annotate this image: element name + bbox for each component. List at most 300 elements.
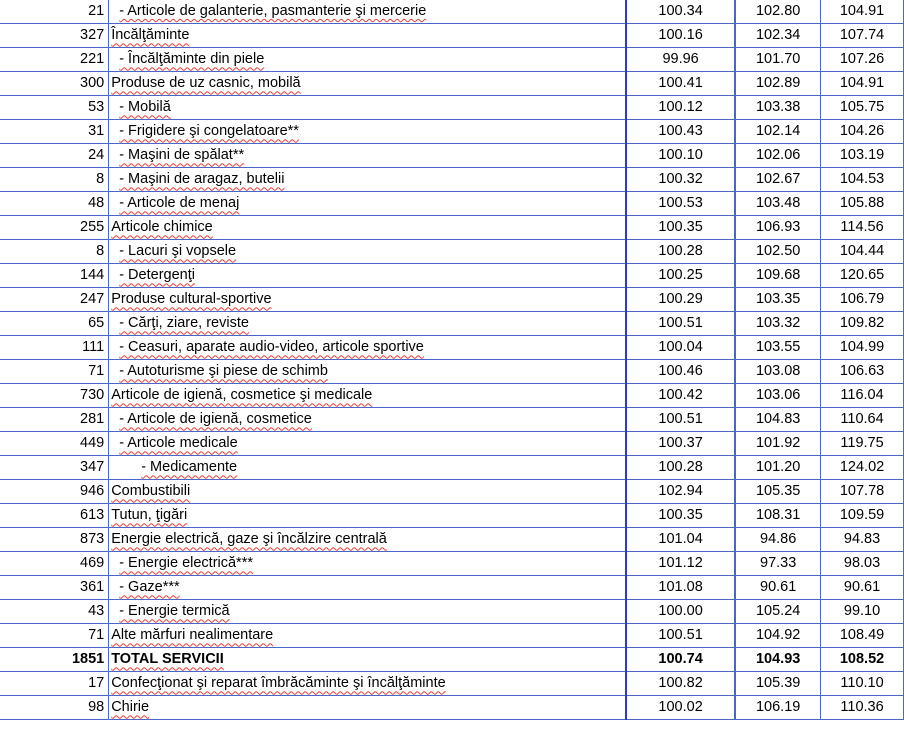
weight-cell[interactable] <box>0 696 109 720</box>
index-cell-3[interactable] <box>821 480 904 504</box>
category-name: - Articole medicale <box>119 435 238 452</box>
index-cell-2[interactable] <box>736 240 821 264</box>
table-row[interactable] <box>0 408 904 432</box>
index-value-1: 102.94 <box>658 483 703 500</box>
index-cell-3[interactable] <box>821 672 904 696</box>
index-cell-2[interactable] <box>736 336 821 360</box>
index-cell-2[interactable] <box>736 408 821 432</box>
index-cell-3[interactable] <box>821 24 904 48</box>
index-value-3: 106.63 <box>839 363 885 380</box>
weight-value: 71 <box>88 363 105 380</box>
weight-value: 281 <box>80 411 105 428</box>
index-value-2: 103.55 <box>755 339 801 356</box>
index-value-1: 100.46 <box>658 363 703 380</box>
weight-cell[interactable] <box>0 144 109 168</box>
index-cell-2[interactable] <box>736 576 821 600</box>
index-cell-1[interactable] <box>626 120 735 144</box>
index-cell-2[interactable] <box>736 0 821 24</box>
index-cell-1[interactable] <box>626 144 735 168</box>
index-value-3: 120.65 <box>839 267 885 284</box>
index-value-2: 103.06 <box>755 387 801 404</box>
index-cell-1[interactable] <box>626 408 735 432</box>
weight-value: 300 <box>80 75 105 92</box>
weight-cell[interactable] <box>0 240 109 264</box>
index-value-1: 100.74 <box>658 651 703 668</box>
index-value-2: 102.80 <box>755 3 801 20</box>
table-row[interactable] <box>0 96 904 120</box>
category-name: - Medicamente <box>141 459 238 476</box>
index-value-1: 100.53 <box>658 195 703 212</box>
index-cell-3[interactable] <box>821 48 904 72</box>
index-cell-3[interactable] <box>821 432 904 456</box>
category-cell[interactable] <box>109 312 626 336</box>
index-value-2: 102.14 <box>755 123 801 140</box>
weight-value: 111 <box>82 339 105 356</box>
category-name: - Maşini de spălat** <box>119 147 245 164</box>
category-cell[interactable] <box>109 384 626 408</box>
index-value-1: 100.29 <box>658 291 703 308</box>
index-value-3: 106.79 <box>839 291 885 308</box>
index-cell-3[interactable] <box>821 528 904 552</box>
weight-cell[interactable] <box>0 408 109 432</box>
index-cell-1[interactable] <box>626 72 735 96</box>
category-name: - Articole de igienă, cosmetice <box>119 411 312 428</box>
table-row[interactable] <box>0 288 904 312</box>
table-row[interactable] <box>0 336 904 360</box>
category-name: Produse cultural-sportive <box>111 291 272 308</box>
index-cell-3[interactable] <box>821 336 904 360</box>
index-value-2: 104.83 <box>755 411 801 428</box>
weight-value: 21 <box>88 3 105 20</box>
category-name: Alte mărfuri nealimentare <box>111 627 274 644</box>
index-value-3: 90.61 <box>843 579 881 596</box>
index-value-3: 104.44 <box>839 243 885 260</box>
category-cell[interactable] <box>109 0 626 24</box>
category-name: - Gaze*** <box>119 579 180 596</box>
category-name: - Maşini de aragaz, butelii <box>119 171 285 188</box>
weight-value: 327 <box>80 27 105 44</box>
category-name: Tutun, ţigări <box>111 507 188 524</box>
index-cell-2[interactable] <box>736 144 821 168</box>
index-value-1: 100.04 <box>658 339 703 356</box>
index-value-1: 100.35 <box>658 219 703 236</box>
index-value-2: 101.92 <box>755 435 801 452</box>
index-cell-1[interactable] <box>626 48 735 72</box>
index-value-3: 116.04 <box>840 387 884 404</box>
index-cell-1[interactable] <box>626 480 735 504</box>
weight-value: 361 <box>80 579 105 596</box>
table-row[interactable] <box>0 696 904 720</box>
index-cell-1[interactable] <box>626 456 735 480</box>
weight-value: 1851 <box>71 651 105 668</box>
category-name: Chirie <box>111 699 150 716</box>
index-value-3: 105.88 <box>839 195 885 212</box>
weight-value: 24 <box>88 147 105 164</box>
index-value-1: 100.32 <box>658 171 703 188</box>
index-value-2: 104.93 <box>755 651 801 668</box>
index-cell-3[interactable] <box>821 216 904 240</box>
weight-value: 31 <box>88 123 105 140</box>
category-cell[interactable] <box>109 408 626 432</box>
weight-cell[interactable] <box>0 432 109 456</box>
weight-value: 449 <box>80 435 105 452</box>
table-row[interactable] <box>0 24 904 48</box>
category-cell[interactable] <box>109 624 626 648</box>
index-value-2: 102.34 <box>755 27 801 44</box>
weight-cell[interactable] <box>0 504 109 528</box>
weight-cell[interactable] <box>0 216 109 240</box>
table-row[interactable] <box>0 384 904 408</box>
weight-value: 946 <box>80 483 105 500</box>
index-cell-1[interactable] <box>626 384 735 408</box>
index-cell-1[interactable] <box>626 672 735 696</box>
weight-cell[interactable] <box>0 120 109 144</box>
category-cell[interactable] <box>109 168 626 192</box>
index-cell-2[interactable] <box>736 192 821 216</box>
category-cell[interactable] <box>109 456 626 480</box>
index-value-1: 100.00 <box>658 603 703 620</box>
index-cell-2[interactable] <box>736 72 821 96</box>
index-cell-3[interactable] <box>821 96 904 120</box>
table-row[interactable] <box>0 312 904 336</box>
index-value-3: 107.26 <box>839 51 885 68</box>
table-row[interactable] <box>0 144 904 168</box>
index-value-2: 103.38 <box>755 99 801 116</box>
weight-cell[interactable] <box>0 360 109 384</box>
index-value-3: 98.03 <box>843 555 881 572</box>
index-cell-2[interactable] <box>736 696 821 720</box>
index-value-3: 104.91 <box>839 3 885 20</box>
table-row[interactable] <box>0 480 904 504</box>
weight-cell[interactable] <box>0 456 109 480</box>
index-value-1: 101.04 <box>658 531 703 548</box>
index-value-3: 104.99 <box>839 339 885 356</box>
index-cell-2[interactable] <box>736 384 821 408</box>
category-name: - Încălţăminte din piele <box>119 51 265 68</box>
index-cell-1[interactable] <box>626 576 735 600</box>
weight-cell[interactable] <box>0 264 109 288</box>
category-cell[interactable] <box>109 96 626 120</box>
index-cell-3[interactable] <box>821 144 904 168</box>
category-cell[interactable] <box>109 72 626 96</box>
index-value-1: 100.51 <box>658 411 703 428</box>
table-row[interactable] <box>0 0 904 24</box>
weight-value: 469 <box>80 555 105 572</box>
index-value-3: 124.02 <box>839 459 885 476</box>
index-value-2: 102.67 <box>755 171 801 188</box>
index-value-1: 100.82 <box>658 675 703 692</box>
index-value-3: 108.52 <box>839 651 885 668</box>
index-cell-1[interactable] <box>626 504 735 528</box>
table-row[interactable] <box>0 216 904 240</box>
category-cell[interactable] <box>109 672 626 696</box>
table-row[interactable] <box>0 240 904 264</box>
table-row[interactable] <box>0 456 904 480</box>
index-cell-2[interactable] <box>736 24 821 48</box>
index-cell-1[interactable] <box>626 192 735 216</box>
table-row[interactable] <box>0 120 904 144</box>
index-value-3: 104.53 <box>839 171 885 188</box>
table-row[interactable] <box>0 648 904 672</box>
table-row[interactable] <box>0 192 904 216</box>
index-cell-2[interactable] <box>736 120 821 144</box>
index-value-1: 100.51 <box>658 627 703 644</box>
weight-cell[interactable] <box>0 336 109 360</box>
index-value-1: 100.35 <box>658 507 703 524</box>
index-cell-2[interactable] <box>736 648 821 672</box>
category-name: TOTAL SERVICII <box>111 651 224 668</box>
index-value-2: 108.31 <box>755 507 801 524</box>
table-row[interactable] <box>0 528 904 552</box>
category-name: - Ceasuri, aparate audio-video, articole sportive <box>119 339 424 356</box>
index-cell-3[interactable] <box>821 192 904 216</box>
index-value-1: 100.42 <box>658 387 703 404</box>
index-value-3: 103.19 <box>839 147 885 164</box>
index-cell-2[interactable] <box>736 672 821 696</box>
index-value-2: 103.08 <box>755 363 801 380</box>
category-cell[interactable] <box>109 264 626 288</box>
weight-cell[interactable] <box>0 528 109 552</box>
weight-cell[interactable] <box>0 600 109 624</box>
index-cell-3[interactable] <box>821 72 904 96</box>
weight-value: 8 <box>96 171 105 188</box>
category-cell[interactable] <box>109 480 626 504</box>
index-cell-2[interactable] <box>736 432 821 456</box>
index-value-3: 110.10 <box>840 675 884 692</box>
index-cell-2[interactable] <box>736 480 821 504</box>
weight-cell[interactable] <box>0 48 109 72</box>
index-cell-2[interactable] <box>736 504 821 528</box>
weight-cell[interactable] <box>0 24 109 48</box>
category-cell[interactable] <box>109 288 626 312</box>
index-value-2: 103.35 <box>755 291 801 308</box>
index-cell-3[interactable] <box>821 264 904 288</box>
index-cell-1[interactable] <box>626 264 735 288</box>
weight-value: 48 <box>88 195 105 212</box>
index-cell-3[interactable] <box>821 120 904 144</box>
index-cell-1[interactable] <box>626 336 735 360</box>
index-value-2: 105.24 <box>755 603 801 620</box>
index-value-3: 119.75 <box>840 435 884 452</box>
index-cell-2[interactable] <box>736 168 821 192</box>
index-value-2: 106.93 <box>755 219 801 236</box>
index-cell-1[interactable] <box>626 432 735 456</box>
index-cell-2[interactable] <box>736 264 821 288</box>
category-cell[interactable] <box>109 504 626 528</box>
table-row[interactable] <box>0 48 904 72</box>
index-cell-2[interactable] <box>736 312 821 336</box>
weight-cell[interactable] <box>0 384 109 408</box>
index-cell-3[interactable] <box>821 648 904 672</box>
index-value-2: 101.20 <box>755 459 801 476</box>
table-row[interactable] <box>0 168 904 192</box>
index-cell-1[interactable] <box>626 696 735 720</box>
table-row[interactable] <box>0 600 904 624</box>
weight-cell[interactable] <box>0 576 109 600</box>
weight-value: 71 <box>88 627 105 644</box>
category-name: Combustibili <box>111 483 191 500</box>
table-row[interactable] <box>0 504 904 528</box>
table-row[interactable] <box>0 72 904 96</box>
index-cell-3[interactable] <box>821 360 904 384</box>
index-cell-2[interactable] <box>736 216 821 240</box>
weight-value: 8 <box>96 243 105 260</box>
category-name: Articole de igienă, cosmetice şi medicale <box>111 387 373 404</box>
weight-value: 65 <box>88 315 105 332</box>
index-cell-1[interactable] <box>626 600 735 624</box>
index-cell-2[interactable] <box>736 360 821 384</box>
index-value-3: 94.83 <box>843 531 881 548</box>
index-cell-3[interactable] <box>821 384 904 408</box>
index-cell-2[interactable] <box>736 48 821 72</box>
weight-cell[interactable] <box>0 672 109 696</box>
category-cell[interactable] <box>109 360 626 384</box>
category-cell[interactable] <box>109 600 626 624</box>
index-cell-1[interactable] <box>626 24 735 48</box>
category-cell[interactable] <box>109 576 626 600</box>
index-cell-2[interactable] <box>736 600 821 624</box>
category-name: - Energie termică <box>119 603 230 620</box>
index-value-2: 103.32 <box>755 315 801 332</box>
index-value-1: 100.34 <box>658 3 703 20</box>
category-name: Confecţionat şi reparat îmbrăcăminte şi încălţăminte <box>111 675 446 692</box>
category-name: - Frigidere şi congelatoare** <box>119 123 299 140</box>
category-cell[interactable] <box>109 240 626 264</box>
category-cell[interactable] <box>109 144 626 168</box>
index-cell-1[interactable] <box>626 312 735 336</box>
index-value-3: 114.56 <box>840 219 884 236</box>
category-name: Articole chimice <box>111 219 213 236</box>
index-cell-1[interactable] <box>626 168 735 192</box>
index-value-3: 107.74 <box>839 27 885 44</box>
index-value-2: 104.92 <box>755 627 801 644</box>
index-cell-3[interactable] <box>821 240 904 264</box>
weight-cell[interactable] <box>0 648 109 672</box>
index-cell-3[interactable] <box>821 0 904 24</box>
category-name: Energie electrică, gaze şi încălzire centrală <box>111 531 387 548</box>
index-cell-2[interactable] <box>736 528 821 552</box>
index-value-2: 103.48 <box>755 195 801 212</box>
table-row[interactable] <box>0 264 904 288</box>
index-cell-1[interactable] <box>626 96 735 120</box>
index-cell-2[interactable] <box>736 624 821 648</box>
category-cell[interactable] <box>109 528 626 552</box>
index-cell-3[interactable] <box>821 504 904 528</box>
category-cell[interactable] <box>109 192 626 216</box>
category-cell[interactable] <box>109 216 626 240</box>
category-cell[interactable] <box>109 120 626 144</box>
index-cell-1[interactable] <box>626 288 735 312</box>
index-cell-3[interactable] <box>821 576 904 600</box>
index-cell-1[interactable] <box>626 552 735 576</box>
index-cell-3[interactable] <box>821 456 904 480</box>
index-cell-2[interactable] <box>736 456 821 480</box>
weight-cell[interactable] <box>0 312 109 336</box>
index-value-3: 109.59 <box>839 507 885 524</box>
index-value-2: 101.70 <box>755 51 801 68</box>
category-cell[interactable] <box>109 432 626 456</box>
index-cell-3[interactable] <box>821 624 904 648</box>
index-cell-3[interactable] <box>821 600 904 624</box>
index-cell-1[interactable] <box>626 0 735 24</box>
index-value-2: 109.68 <box>755 267 801 284</box>
index-cell-1[interactable] <box>626 648 735 672</box>
weight-cell[interactable] <box>0 168 109 192</box>
index-value-2: 102.50 <box>755 243 801 260</box>
index-cell-3[interactable] <box>821 288 904 312</box>
table-row[interactable] <box>0 360 904 384</box>
weight-value: 247 <box>80 291 105 308</box>
index-cell-2[interactable] <box>736 552 821 576</box>
weight-cell[interactable] <box>0 624 109 648</box>
table-row[interactable] <box>0 432 904 456</box>
table-row[interactable] <box>0 672 904 696</box>
index-cell-1[interactable] <box>626 216 735 240</box>
weight-value: 43 <box>88 603 105 620</box>
index-value-1: 100.28 <box>658 243 703 260</box>
category-cell[interactable] <box>109 24 626 48</box>
category-name: - Energie electrică*** <box>119 555 253 572</box>
index-cell-1[interactable] <box>626 528 735 552</box>
index-value-2: 94.86 <box>760 531 797 548</box>
category-cell[interactable] <box>109 696 626 720</box>
index-cell-3[interactable] <box>821 168 904 192</box>
index-cell-1[interactable] <box>626 240 735 264</box>
index-cell-3[interactable] <box>821 312 904 336</box>
weight-cell[interactable] <box>0 288 109 312</box>
weight-cell[interactable] <box>0 192 109 216</box>
weight-cell[interactable] <box>0 552 109 576</box>
index-cell-2[interactable] <box>736 288 821 312</box>
index-cell-3[interactable] <box>821 408 904 432</box>
category-name: - Lacuri şi vopsele <box>119 243 237 260</box>
weight-value: 17 <box>88 675 105 692</box>
weight-value: 255 <box>80 219 105 236</box>
index-value-3: 110.64 <box>840 411 884 428</box>
weight-cell[interactable] <box>0 480 109 504</box>
weight-cell[interactable] <box>0 0 109 24</box>
weight-value: 730 <box>80 387 105 404</box>
index-value-3: 108.49 <box>839 627 885 644</box>
index-value-3: 105.75 <box>839 99 885 116</box>
weight-cell[interactable] <box>0 96 109 120</box>
category-name: - Articole de menaj <box>119 195 240 212</box>
index-cell-3[interactable] <box>821 696 904 720</box>
index-value-1: 100.37 <box>658 435 703 452</box>
index-value-2: 105.39 <box>755 675 801 692</box>
index-value-1: 100.10 <box>658 147 703 164</box>
category-cell[interactable] <box>109 48 626 72</box>
category-cell[interactable] <box>109 336 626 360</box>
table-row[interactable] <box>0 552 904 576</box>
index-cell-3[interactable] <box>821 552 904 576</box>
index-value-1: 101.08 <box>658 579 703 596</box>
index-value-3: 107.78 <box>839 483 885 500</box>
category-cell[interactable] <box>109 648 626 672</box>
weight-value: 873 <box>80 531 105 548</box>
table-row[interactable] <box>0 576 904 600</box>
weight-value: 98 <box>88 699 105 716</box>
weight-cell[interactable] <box>0 72 109 96</box>
category-cell[interactable] <box>109 552 626 576</box>
table-row[interactable] <box>0 624 904 648</box>
index-cell-2[interactable] <box>736 96 821 120</box>
index-value-3: 110.36 <box>840 699 884 716</box>
index-value-1: 100.51 <box>658 315 703 332</box>
index-cell-1[interactable] <box>626 624 735 648</box>
index-value-1: 100.43 <box>658 123 703 140</box>
index-cell-1[interactable] <box>626 360 735 384</box>
